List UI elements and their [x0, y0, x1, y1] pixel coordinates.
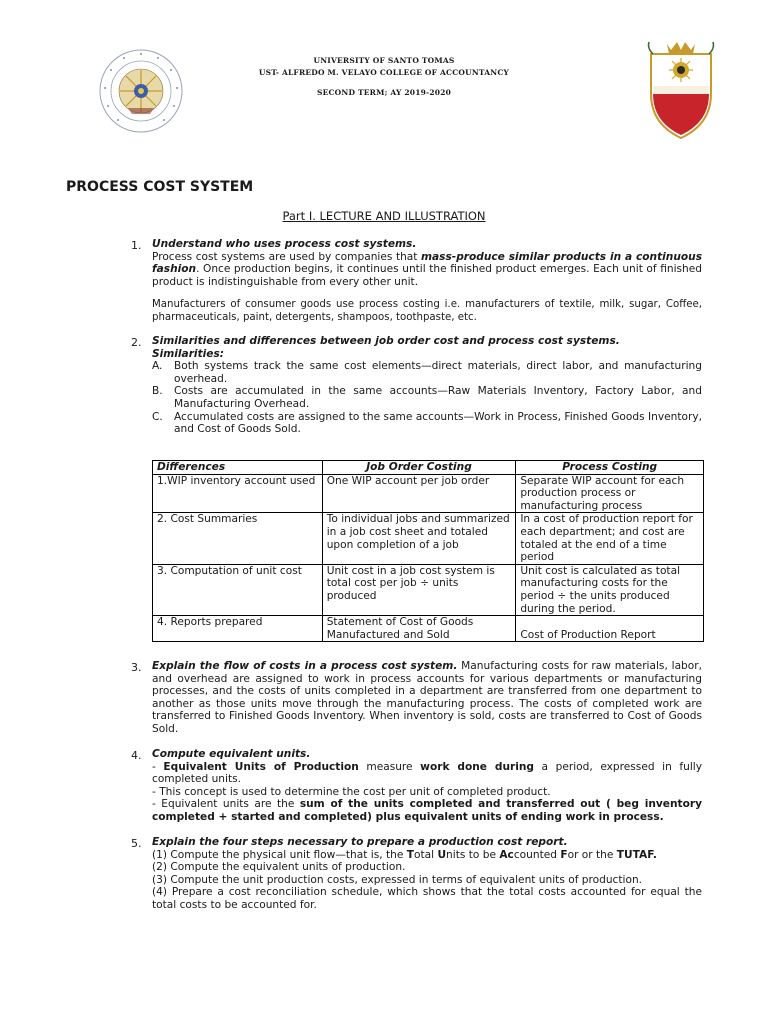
table-cell: To individual jobs and summarized in a job cost sheet and totaled upon completion of a job: [322, 513, 516, 564]
table-cell: Cost of Production Report: [516, 616, 704, 642]
table-cell: 1.WIP inventory account used: [153, 474, 323, 513]
college-name: UST- ALFREDO M. VELAYO COLLEGE OF ACCOUNTANCY: [258, 68, 510, 77]
table-cell: Unit cost in a job cost system is total cost per job ÷ units produced: [322, 564, 516, 615]
emphasis: Equivalent Units of Production: [163, 760, 359, 773]
text: - Equivalent units are the: [152, 798, 300, 811]
text: . Once production begins, it continues until the finished product emerges. Each unit of finished product is indistinguishable from every other unit.: [152, 263, 702, 288]
text: a period, expressed in fully completed units.: [152, 760, 702, 786]
section-5-number: 5.: [131, 837, 142, 850]
section-4-line: [152, 761, 702, 786]
table-cell: Unit cost is calculated as total manufacturing costs for the period ÷ the units produced during the period.: [516, 564, 704, 615]
step-3: (3) Compute the unit production costs, expressed in terms of equivalent units of production.: [152, 873, 643, 886]
section-1-heading: Understand who uses process cost systems.: [152, 238, 417, 250]
table-header: Process Costing: [516, 461, 704, 475]
section-3: [152, 660, 702, 736]
emphasis: TUTAF.: [616, 848, 657, 861]
similarity-item: [152, 411, 702, 436]
section-1: [152, 238, 702, 325]
emphasis: F: [560, 848, 568, 861]
item-letter: B.: [152, 385, 163, 398]
item-letter: C.: [152, 410, 163, 423]
step-2: (2) Compute the equivalent units of production.: [152, 861, 406, 874]
part-title: Part I. LECTURE AND ILLUSTRATION: [282, 209, 486, 223]
section-3-number: 3.: [131, 661, 142, 674]
section-4-heading: Compute equivalent units.: [152, 748, 311, 760]
section-4-line: [152, 798, 702, 823]
emphasis: work done during: [420, 760, 534, 773]
similarity-item: [152, 360, 702, 385]
table-cell: Statement of Cost of Goods Manufactured and Sold: [322, 616, 516, 642]
step-4: (4) Prepare a cost reconciliation schedule, which shows that the total costs accounted for equal the total costs to be accounted for.: [152, 886, 702, 911]
table-row: [153, 513, 704, 564]
differences-table: [152, 460, 704, 642]
table-cell: 4. Reports prepared: [153, 616, 323, 642]
section-1-paragraph: [152, 251, 702, 289]
table-cell: Separate WIP account for each production process or manufacturing process: [516, 474, 704, 513]
text: -: [152, 760, 164, 773]
text: counted: [513, 848, 561, 861]
table-row: [153, 616, 704, 642]
step-1: [152, 849, 702, 862]
section-3-text: Manufacturing costs for raw materials, labor, and overhead are assigned to work in process accounts for various departments or manufacturing processes, and the costs of units completed in a department are transferred from one department to another as those units move through the manufacturing process. The costs of completed work are transferred to Finished Goods Inventory. When inventory is sold, costs are transferred to Cost of Goods Sold.: [152, 660, 702, 735]
emphasis: U: [437, 848, 447, 861]
item-letter: A.: [152, 360, 163, 373]
table-cell: 2. Cost Summaries: [153, 513, 323, 564]
text: nits to be: [446, 848, 500, 861]
section-4-number: 4.: [131, 749, 142, 762]
text: otal: [413, 848, 438, 861]
table-cell: In a cost of production report for each department; and cost are totaled at the end of a time period: [516, 513, 704, 564]
page-title: PROCESS COST SYSTEM: [66, 179, 254, 195]
emphasis: Ac: [499, 848, 514, 861]
emphasis: sum of the units completed and transferred out ( beg inventory completed + started and completed) plus equivalent units of ending work in process.: [152, 798, 702, 823]
section-2-number: 2.: [131, 336, 142, 349]
text: (1) Compute the physical unit flow—that is, the: [152, 848, 407, 861]
item-text: Accumulated costs are assigned to the same accounts—Work in Process, Finished Goods Inventory, and Cost of Goods Sold.: [174, 410, 702, 436]
emphasis: T: [406, 848, 414, 861]
section-2-heading: Similarities and differences between job order cost and process cost systems.: [152, 335, 620, 347]
section-5: [152, 836, 702, 912]
table-cell: 3. Computation of unit cost: [153, 564, 323, 615]
section-2: [152, 335, 702, 436]
similarity-item: [152, 385, 702, 410]
item-text: Both systems track the same cost elements—direct materials, direct labor, and manufacturing overhead.: [174, 360, 702, 385]
university-name: UNIVERSITY OF SANTO TOMAS: [313, 56, 455, 65]
table-header: Job Order Costing: [322, 461, 516, 475]
text: measure: [358, 760, 421, 773]
similarities-heading: Similarities:: [152, 347, 224, 360]
section-1-number: 1.: [131, 239, 142, 252]
text: Process cost systems are used by companies that: [152, 250, 421, 263]
section-5-heading: Explain the four steps necessary to prepare a production cost report.: [152, 836, 568, 848]
section-4-line: - This concept is used to determine the cost per unit of completed product.: [152, 785, 551, 798]
section-4: [152, 748, 702, 824]
table-header: Differences: [153, 461, 323, 475]
table-cell: One WIP account per job order: [322, 474, 516, 513]
table-row: [153, 564, 704, 615]
section-1-examples: Manufacturers of consumer goods use process costing i.e. manufacturers of textile, milk, sugar, Coffee, pharmaceuticals, paint, detergents, shampoos, toothpaste, etc.: [152, 299, 702, 323]
emphasis: mass-produce similar products in a continuous fashion: [152, 250, 702, 276]
item-text: Costs are accumulated in the same accounts—Raw Materials Inventory, Factory Labor, and Manufacturing Overhead.: [174, 385, 702, 410]
term-label: SECOND TERM; AY 2019-2020: [316, 88, 452, 97]
text: or or the: [567, 848, 617, 861]
table-header-row: [153, 461, 704, 475]
table-row: [153, 474, 704, 513]
section-3-heading: Explain the flow of costs in a process cost system.: [152, 660, 458, 672]
